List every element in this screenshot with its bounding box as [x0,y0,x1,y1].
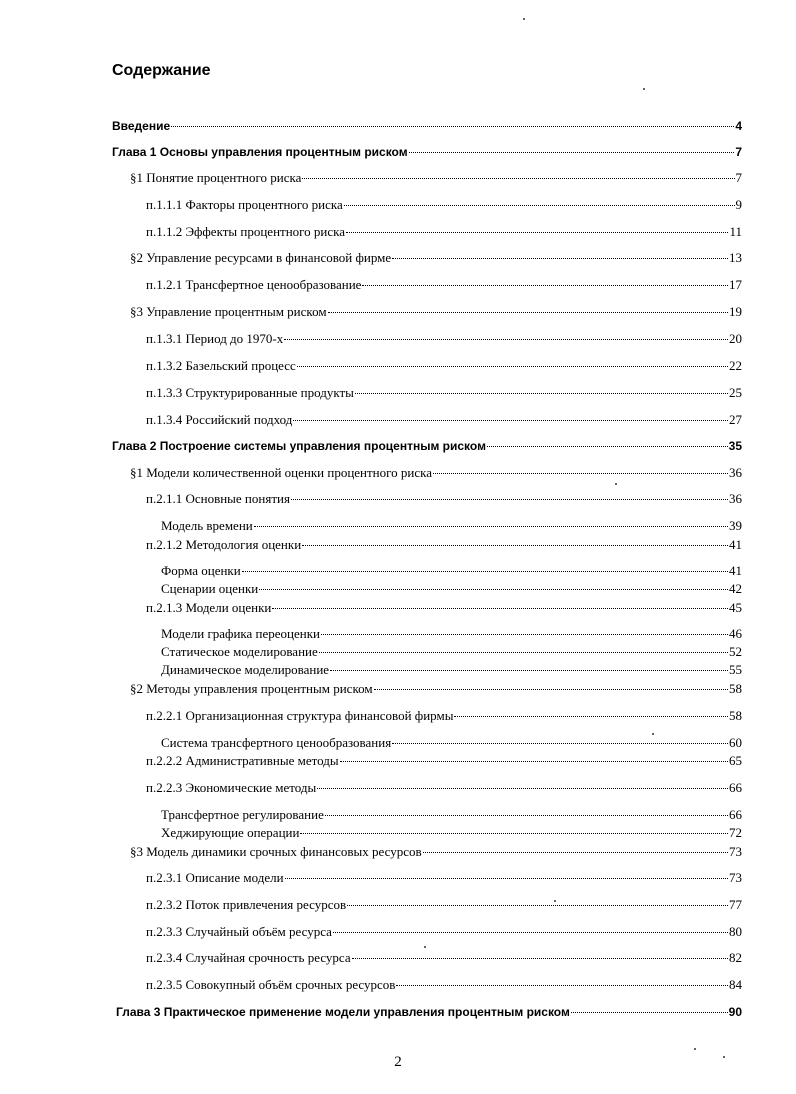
toc-entry [161,662,742,678]
dot-leader [340,761,728,762]
toc-entry [161,563,742,579]
dot-leader [325,815,728,816]
toc-entry [146,780,742,796]
toc-entry-page: 25 [729,385,742,400]
toc-entry-label: п.2.3.2 Поток привлечения ресурсов [146,897,347,912]
toc-entry [161,735,742,751]
toc-entry-label: §1 Понятие процентного риска [130,170,302,185]
scan-speck [652,733,654,735]
scan-speck [424,946,426,948]
toc-entry-page: 45 [729,600,742,615]
toc-entry-page: 73 [729,844,742,859]
toc-entry [112,144,742,160]
toc-entry [116,1004,742,1020]
page-number: 2 [394,1054,402,1070]
toc-entry-label: Сценарии оценки [161,581,259,596]
page-title: Содержание [112,62,211,79]
toc-entry-page: 60 [729,735,742,750]
toc-entry-label: §2 Методы управления процентным риском [130,681,373,696]
dot-leader [302,178,734,179]
dot-leader [392,743,728,744]
dot-leader [317,788,728,789]
toc-entry-label: п.2.3.5 Совокупный объём срочных ресурсов [146,977,396,992]
toc-entry [112,118,742,134]
dot-leader [328,312,728,313]
toc-entry-label: п.1.2.1 Трансфертное ценообразование [146,277,362,292]
toc-entry-page: 73 [729,870,742,885]
toc-entry-label: п.1.3.2 Базельский процесс [146,358,296,373]
toc-entry-page: 19 [729,304,742,319]
toc-entry [130,465,742,481]
dot-leader [254,526,728,527]
toc-entry [161,518,742,534]
toc-entry-label: п.2.3.3 Случайный объём ресурса [146,924,332,939]
dot-leader [330,670,728,671]
dot-leader [347,905,728,906]
toc-entry-page: 41 [729,537,742,552]
toc-entry-page: 36 [729,465,742,480]
dot-leader [355,393,728,394]
toc-entry-page: 90 [728,1005,742,1019]
toc-entry-label: §1 Модели количественной оценки процентного риска [130,465,433,480]
toc-entry-page: 11 [729,224,742,239]
scan-speck [554,900,556,902]
dot-leader [333,932,728,933]
dot-leader [291,499,728,500]
toc-entry-page: 82 [729,950,742,965]
toc-entry [130,844,742,860]
dot-leader [487,446,728,447]
toc-entry [146,708,742,724]
dot-leader [352,958,728,959]
toc-entry [146,358,742,374]
toc-entry-page: 72 [729,825,742,840]
toc-entry-page: 7 [735,145,742,159]
toc-entry-label: п.1.3.4 Российский подход [146,412,293,427]
toc-entry-page: 7 [735,170,742,185]
toc-entry-label: §3 Управление процентным риском [130,304,327,319]
toc-entry-page: 58 [729,681,742,696]
toc-entry-page: 80 [729,924,742,939]
toc-entry-label: Статическое моделирование [161,644,318,659]
dot-leader [454,716,728,717]
dot-leader [259,589,728,590]
toc-entry-page: 41 [729,563,742,578]
dot-leader [272,608,728,609]
dot-leader [362,285,728,286]
dot-leader [297,366,728,367]
toc-entry-page: 84 [729,977,742,992]
dot-leader [396,985,728,986]
toc-entry [146,600,742,616]
toc-entry-label: п.1.1.2 Эффекты процентного риска [146,224,346,239]
dot-leader [300,833,728,834]
toc-entry-label: §2 Управление ресурсами в финансовой фирме [130,250,392,265]
toc-entry [146,753,742,769]
toc-entry-page: 35 [728,439,742,453]
toc-entry [161,581,742,597]
dot-leader [321,634,728,635]
toc-entry-label: Трансфертное регулирование [161,807,324,822]
toc-entry-label: п.2.2.2 Административные методы [146,753,339,768]
dot-leader [171,126,734,127]
toc-entry-label: Модели графика переоценки [161,626,321,641]
toc-entry [130,170,742,186]
toc-entry-label: п.1.3.1 Период до 1970-х [146,331,284,346]
scan-speck [643,88,645,90]
toc-entry-label: п.2.1.1 Основные понятия [146,491,290,506]
toc-entry-page: 20 [729,331,742,346]
toc-entry-page: 77 [729,897,742,912]
toc-entry-page: 22 [729,358,742,373]
toc-entry [146,950,742,966]
toc-entry-label: п.2.1.3 Модели оценки [146,600,272,615]
toc-entry-label: Система трансфертного ценообразования [161,735,392,750]
scan-speck [615,483,617,485]
toc-entry-label: Динамическое моделирование [161,662,330,677]
toc-entry [146,277,742,293]
toc-entry-label: Глава 3 Практическое применение модели управления процентным риском [116,1005,570,1019]
scan-speck [523,18,525,20]
dot-leader [293,420,728,421]
toc-entry [146,491,742,507]
toc-entry [146,897,742,913]
dot-leader [392,258,728,259]
toc-entry-label: Модель времени [161,518,253,533]
toc-entry [146,412,742,428]
toc-entry-label: п.1.1.1 Факторы процентного риска [146,197,343,212]
toc-entry-label: п.1.3.3 Структурированные продукты [146,385,354,400]
toc-entry-label: п.2.3.4 Случайная срочность ресурса [146,950,351,965]
dot-leader [423,852,728,853]
toc-entry [130,250,742,266]
dot-leader [571,1012,728,1013]
toc-entry-page: 55 [729,662,742,677]
toc-entry-page: 66 [729,780,742,795]
toc-entry [130,681,742,697]
dot-leader [285,878,728,879]
toc-entry [146,197,742,213]
dot-leader [374,689,728,690]
toc-entry-page: 36 [729,491,742,506]
toc-entry [146,224,742,240]
toc-entry-label: п.2.2.1 Организационная структура финансовой фирмы [146,708,454,723]
toc-entry-page: 9 [735,197,742,212]
toc-entry [161,644,742,660]
toc-entry-label: п.2.1.2 Методология оценки [146,537,302,552]
dot-leader [319,652,728,653]
toc-entry-page: 42 [729,581,742,596]
toc-entry-label: Хеджирующие операции [161,825,300,840]
dot-leader [302,545,728,546]
toc-entry [146,977,742,993]
toc-entry [161,626,742,642]
toc-entry [112,438,742,454]
toc-entry-page: 27 [729,412,742,427]
toc-entry [161,807,742,823]
toc-entry [146,537,742,553]
toc-entry-page: 13 [729,250,742,265]
toc-entry-page: 52 [729,644,742,659]
dot-leader [409,152,735,153]
toc-entry-label: Глава 1 Основы управления процентным риском [112,145,408,159]
toc-entry-label: п.2.3.1 Описание модели [146,870,284,885]
toc-entry-page: 46 [729,626,742,641]
dot-leader [433,473,728,474]
toc-entry-page: 65 [729,753,742,768]
toc-entry [146,385,742,401]
scan-speck [723,1056,725,1058]
dot-leader [346,232,728,233]
toc-entry-page: 66 [729,807,742,822]
toc-entry-label: Глава 2 Построение системы управления процентным риском [112,439,486,453]
toc-entry-label: §3 Модель динамики срочных финансовых ресурсов [130,844,422,859]
dot-leader [242,571,728,572]
toc-entry [146,870,742,886]
toc-entry-page: 58 [729,708,742,723]
toc-entry-page: 17 [729,277,742,292]
toc-entry-page: 39 [729,518,742,533]
toc-entry [130,304,742,320]
dot-leader [344,205,735,206]
dot-leader [284,339,728,340]
toc-entry-label: Введение [112,119,171,133]
toc-entry-page: 4 [735,119,742,133]
toc-entry-label: Форма оценки [161,563,241,578]
toc-entry [146,331,742,347]
toc-entry [146,924,742,940]
toc-entry [161,825,742,841]
toc-entry-label: п.2.2.3 Экономические методы [146,780,317,795]
scan-speck [694,1048,696,1050]
